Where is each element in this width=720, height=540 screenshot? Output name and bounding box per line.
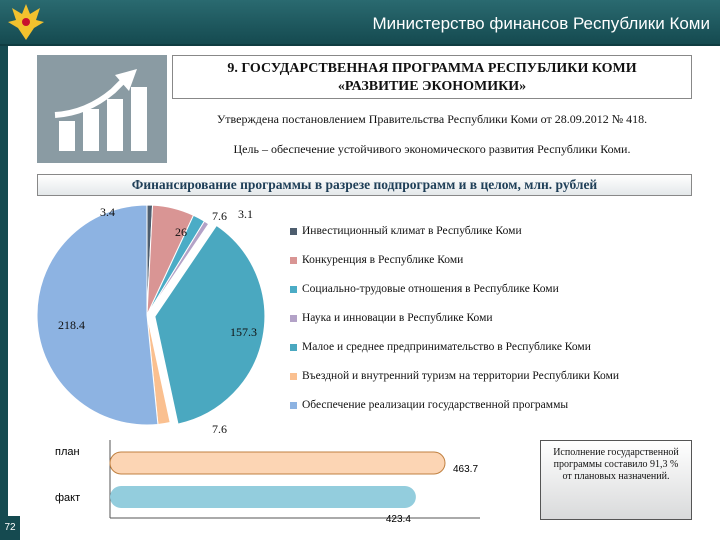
legend-label: Обеспечение реализации государственной программы	[302, 399, 569, 411]
legend-label: Инвестиционный климат в Республике Коми	[302, 225, 522, 237]
approved-text: Утверждена постановлением Правительства Республики Коми от 28.09.2012 № 418.	[216, 112, 648, 126]
legend-swatch	[290, 257, 297, 264]
legend-item	[290, 253, 700, 282]
legend-swatch	[290, 315, 297, 322]
program-title-line1: 9. ГОСУДАРСТВЕННАЯ ПРОГРАММА РЕСПУБЛИКИ КОМИ	[227, 61, 637, 76]
pie-data-label: 7.6	[212, 209, 227, 223]
pie-chart	[37, 197, 287, 437]
left-strip	[0, 46, 8, 540]
growth-chart-icon	[37, 55, 167, 163]
legend	[290, 224, 700, 427]
legend-item	[290, 369, 700, 398]
program-title-line2: «РАЗВИТИЕ ЭКОНОМИКИ»	[337, 79, 527, 94]
chart-title: Финансирование программы в разрезе подпрограмм и в целом, млн. рублей	[37, 174, 692, 196]
legend-label: Наука и инновации в Республике Коми	[302, 312, 493, 324]
legend-item	[290, 311, 700, 340]
goal-text: Цель – обеспечение устойчивого экономического развития Республики Коми.	[233, 142, 631, 156]
pie-data-label: 26	[175, 225, 187, 239]
legend-label: Въездной и внутренний туризм на территории Республики Коми	[302, 370, 620, 382]
bar-value-label: 463.7	[453, 464, 479, 475]
legend-swatch	[290, 373, 297, 380]
bar-category-label: план	[55, 446, 80, 458]
page-number: 72	[0, 516, 20, 540]
bar-category-label: факт	[55, 492, 81, 504]
legend-label: Социально-трудовые отношения в Республике Коми	[302, 283, 559, 295]
execution-note: Исполнение государственной программы составило 91,3 % от плановых назначений.	[540, 440, 692, 520]
pie-slice	[37, 205, 158, 425]
bar-факт	[110, 486, 416, 508]
plan-fact-bar-chart	[50, 438, 490, 523]
legend-label: Малое и среднее предпринимательство в Республике Коми	[302, 341, 591, 353]
legend-swatch	[290, 402, 297, 409]
bar-value-label: 423.4	[385, 514, 411, 523]
header-bar	[0, 0, 720, 46]
pie-data-label: 7.6	[212, 422, 227, 436]
legend-item	[290, 398, 700, 427]
emblem-icon	[6, 0, 46, 44]
pie-data-label: 157.3	[230, 325, 257, 339]
bar-план	[110, 452, 445, 474]
legend-swatch	[290, 344, 297, 351]
pie-data-label: 3.4	[100, 205, 115, 219]
pie-data-label: 3.1	[238, 207, 253, 221]
pie-data-label: 218.4	[58, 318, 85, 332]
legend-swatch	[290, 286, 297, 293]
header-title: Министерство финансов Республики Коми	[372, 14, 710, 33]
legend-label: Конкуренция в Республике Коми	[302, 254, 464, 266]
legend-swatch	[290, 228, 297, 235]
legend-item	[290, 340, 700, 369]
program-title	[172, 55, 692, 99]
legend-item	[290, 282, 700, 311]
legend-item	[290, 224, 700, 253]
